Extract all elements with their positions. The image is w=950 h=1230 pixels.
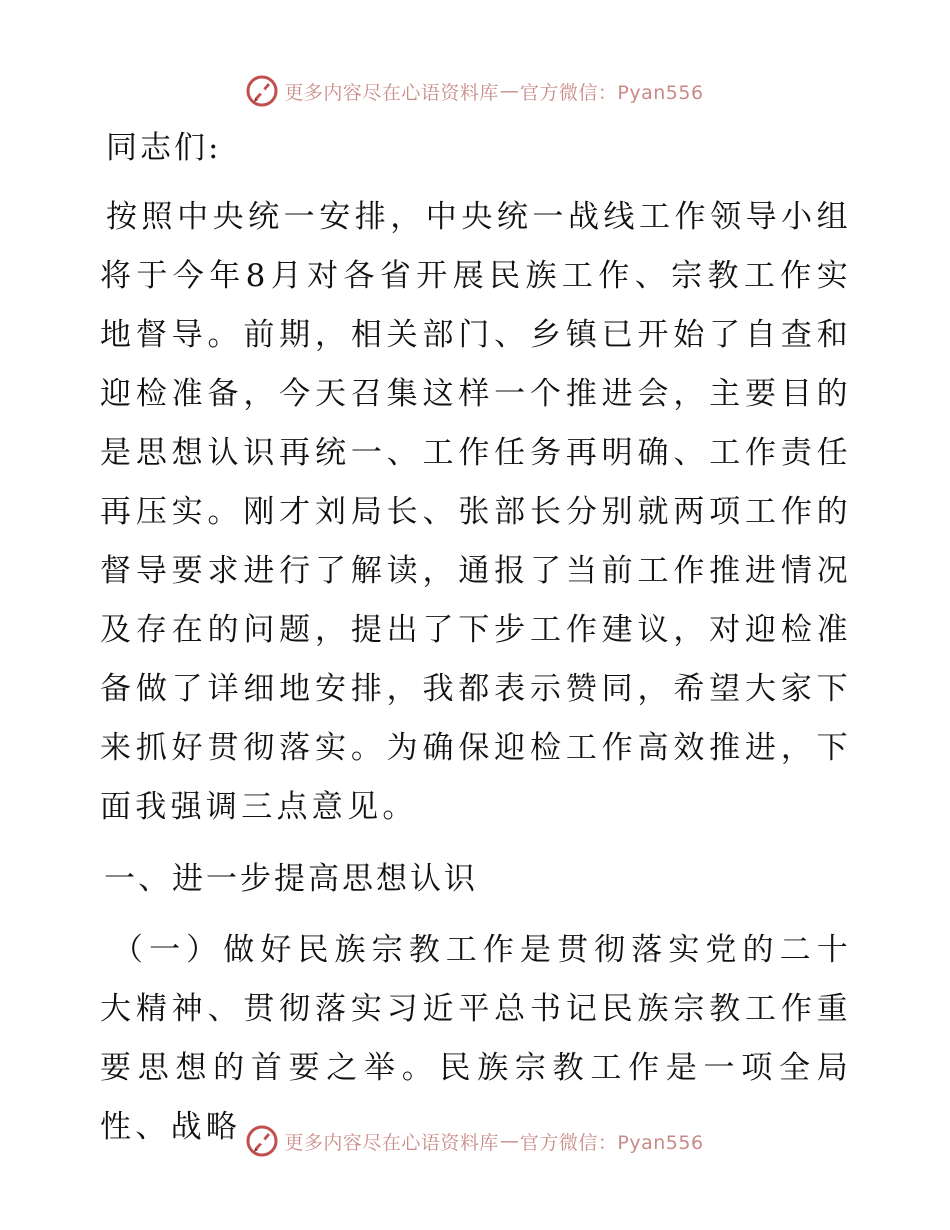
greeting: 同志们: xyxy=(106,130,222,166)
header-watermark xyxy=(0,71,950,111)
watermark-text: 更多内容尽在心语资料库 xyxy=(284,81,499,104)
watermark-separator: — xyxy=(499,80,519,102)
watermark-separator: — xyxy=(499,1130,519,1152)
watermark-text: 更多内容尽在心语资料库 xyxy=(284,1131,499,1154)
quill-pen-logo-icon xyxy=(246,75,278,107)
watermark-contact: 官方微信：Pyan556 xyxy=(519,81,704,104)
quill-pen-logo-icon xyxy=(246,1125,278,1157)
intro-paragraph: 按照中央统一安排，中央统一战线工作领导小组将于今年8月对各省开展民族工作、宗教工作实地督导。前期，相关部门、乡镇已开始了自查和迎检准备，今天召集这样一个推进会，主要目的是思想认识再统一、工作任务再明确、工作责任再压实。刚才刘局长、张部长分别就两项工作的督导要求进行了解读，通报了当前工作推进情况及存在的问题，提出了下步工作建议，对迎检准备做了详细地安排，我都表示赞同，希望大家下来抓好贯彻落实。为确保迎检工作高效推进，下面我强调三点意见。 xyxy=(100,199,852,825)
section-heading: 一、进一步提高思想认识 xyxy=(104,861,478,897)
document-body xyxy=(100,122,852,1157)
subsection-paragraph: （一）做好民族宗教工作是贯彻落实党的二十大精神、贯彻落实习近平总书记民族宗教工作重要思想的首要之举。民族宗教工作是一项全局性、战略 xyxy=(100,932,852,1145)
watermark-contact: 官方微信：Pyan556 xyxy=(519,1131,704,1154)
footer-watermark xyxy=(0,1121,950,1161)
